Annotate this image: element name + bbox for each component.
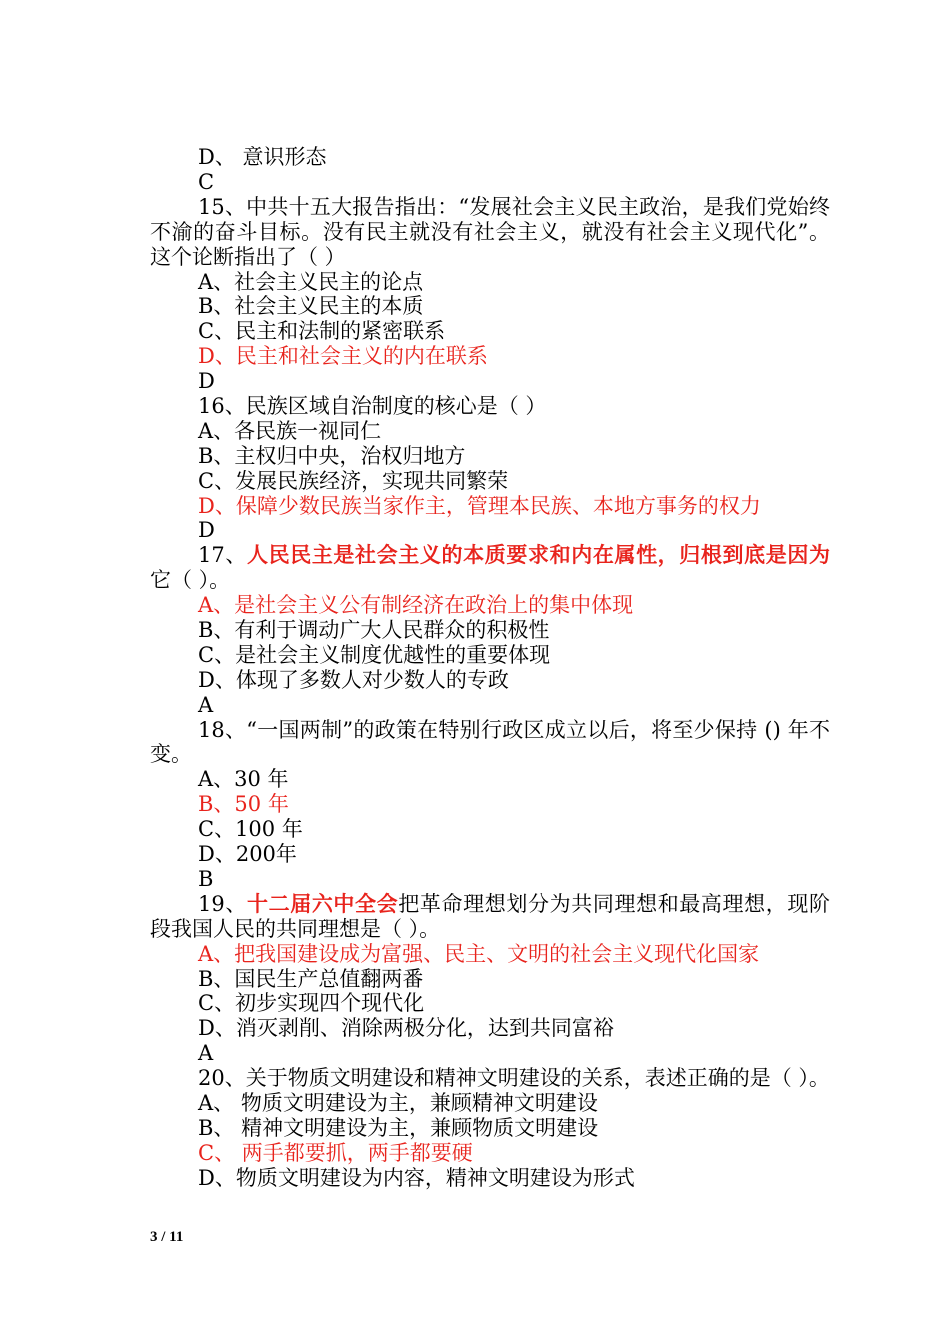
q20-stem: 20、关于物质文明建设和精神文明建设的关系，表述正确的是（ ）。: [198, 1066, 830, 1091]
q15-option-a: A、社会主义民主的论点: [198, 269, 424, 294]
q15-option-b: B、社会主义民主的本质: [198, 294, 424, 319]
q20-option-a: A、 物质文明建设为主，兼顾精神文明建设: [198, 1091, 598, 1115]
prev-answer: C: [198, 169, 215, 194]
q19-option-c: C、初步实现四个现代化: [198, 991, 425, 1016]
q18-option-c: C、100 年: [198, 817, 303, 842]
q15-stem: 15、中共十五大报告指出：“发展社会主义民主政治，是我们党始终不渝的奋斗目标。没有民主就没有社会主义，就没有社会主义现代化”。这个论断指出了（ ）: [150, 194, 830, 269]
q15-option-c: C、民主和法制的紧密联系: [198, 319, 446, 344]
q19-option-a: A、把我国建设成为富强、民主、文明的社会主义现代化国家: [198, 941, 760, 966]
page-total: 11: [169, 1229, 184, 1245]
q17-option-b: B、有利于调动广大人民群众的积极性: [198, 618, 550, 642]
q17-highlight: 人民民主是社会主义的本质要求和内在属性，归根到底是因为: [246, 542, 830, 568]
q16-answer: D: [198, 518, 215, 543]
q19-option-d: D、消灭剥削、消除两极分化，达到共同富裕: [198, 1016, 614, 1041]
q19-highlight: 十二届六中全会: [246, 890, 399, 916]
q15-option-d: D、民主和社会主义的内在联系: [198, 344, 488, 369]
page-separator: /: [157, 1229, 170, 1245]
q18-stem: 18、“一国两制”的政策在特别行政区成立以后，将至少保持 () 年不变。: [150, 717, 830, 767]
q17-answer: A: [198, 692, 214, 717]
q20-option-d: D、物质文明建设为内容，精神文明建设为形式: [198, 1165, 635, 1190]
q19-number: 19、: [198, 891, 247, 916]
q17-stem: [150, 543, 830, 593]
q16-option-c: C、发展民族经济，实现共同繁荣: [198, 468, 509, 493]
q20-option-b: B、 精神文明建设为主，兼顾物质文明建设: [198, 1115, 599, 1140]
page-number: [150, 1229, 183, 1246]
q16-option-a: A、各民族一视同仁: [198, 418, 382, 443]
q19-option-b: B、国民生产总值翻两番: [198, 966, 424, 991]
q16-option-d: D、保障少数民族当家作主，管理本民族、本地方事务的权力: [198, 493, 761, 518]
q17-rest: 它（ ）。: [150, 568, 231, 593]
q17-number: 17、: [198, 543, 247, 568]
page-current: 3: [150, 1229, 158, 1245]
page-content: [150, 145, 830, 1191]
q17-option-a: A、是社会主义公有制经济在政治上的集中体现: [198, 593, 634, 618]
q20-option-c: C、 两手都要抓，两手都要硬: [198, 1140, 473, 1165]
q17-option-c: C、是社会主义制度优越性的重要体现: [198, 642, 551, 667]
q16-stem: 16、民族区域自治制度的核心是（ ）: [198, 393, 547, 418]
q15-answer: D: [198, 369, 215, 394]
q18-option-a: A、30 年: [198, 767, 289, 792]
q19-rest: 把革命理想划分为共同理想和最高理想，现阶段我国人民的共同理想是（ ）。: [150, 891, 831, 941]
q18-option-d: D、200年: [198, 842, 297, 867]
q18-answer: B: [198, 866, 214, 891]
q19-stem: [150, 892, 830, 942]
q16-option-b: B、主权归中央，治权归地方: [198, 443, 466, 468]
q17-option-d: D、体现了多数人对少数人的专政: [198, 667, 509, 692]
prev-option-d: D、 意识形态: [198, 145, 327, 169]
q19-answer: A: [198, 1041, 214, 1066]
q18-option-b: B、50 年: [198, 792, 289, 817]
